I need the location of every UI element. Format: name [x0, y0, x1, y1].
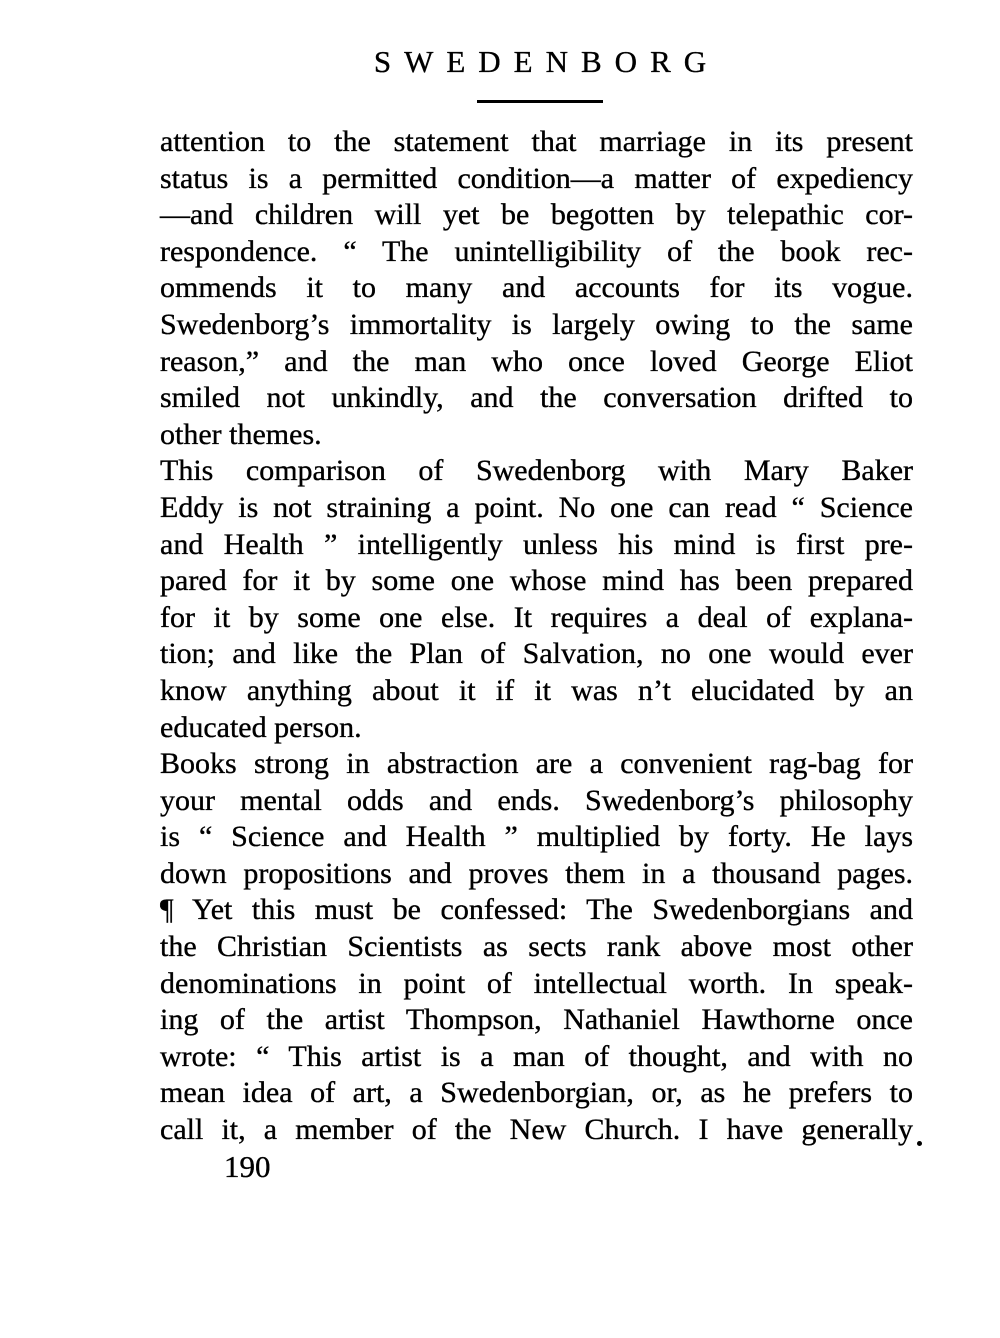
text-line: educated person. — [160, 710, 362, 744]
text-line: know anything about it if it was n’t elucidated by an — [160, 673, 913, 707]
text-line: the Christian Scientists as sects rank above most other — [160, 930, 913, 964]
text-line: call it, a member of the New Church. I have generally — [160, 1113, 913, 1147]
text-line: tion; and like the Plan of Salvation, no one would ever — [160, 637, 913, 671]
title-divider — [477, 100, 603, 103]
text-line: mean idea of art, a Swedenborgian, or, as he prefers to — [160, 1076, 913, 1110]
text-line: —and children will yet be begotten by telepathic cor- — [160, 198, 913, 232]
text-line: smiled not unkindly, and the conversation drifted to — [160, 381, 913, 415]
paragraph — [160, 453, 913, 746]
text-line: ommends it to many and accounts for its vogue. — [160, 271, 913, 305]
text-line: reason,” and the man who once loved George Eliot — [160, 344, 913, 378]
text-line: is “ Science and Health ” multiplied by forty. He lays — [160, 820, 913, 854]
text-line: and Health ” intelligently unless his mind is first pre- — [160, 527, 913, 561]
text-line: for it by some one else. It requires a deal of explana- — [160, 600, 913, 634]
paragraph — [160, 746, 913, 1149]
text-line: attention to the statement that marriage in its present — [160, 125, 913, 158]
text-line: This comparison of Swedenborg with Mary Baker — [160, 454, 913, 488]
page-title: SWEDENBORG — [373, 44, 720, 79]
text-line: Swedenborg’s immortality is largely owing to the same — [160, 307, 913, 341]
text-line: your mental odds and ends. Swedenborg’s philosophy — [160, 783, 913, 817]
text-line: ing of the artist Thompson, Nathaniel Hawthorne once — [160, 1003, 913, 1037]
text-line: Eddy is not straining a point. No one can read “ Science — [160, 490, 913, 524]
text-line: status is a permitted condition—a matter of expediency — [160, 161, 913, 195]
print-artifact-dot — [917, 1141, 922, 1146]
text-line: pared for it by some one whose mind has been prepared — [160, 564, 913, 598]
paragraph — [160, 124, 913, 453]
body-text — [160, 124, 913, 1149]
text-line: wrote: “ This artist is a man of thought, and with no — [160, 1039, 913, 1073]
text-line: other themes. — [160, 417, 322, 451]
text-line: respondence. “ The unintelligibility of the book rec- — [160, 234, 913, 268]
text-line: Books strong in abstraction are a convenient rag-bag for — [160, 747, 913, 781]
text-line: ¶ Yet this must be confessed: The Swedenborgians and — [160, 893, 913, 927]
text-line: down propositions and proves them in a thousand pages. — [160, 856, 913, 890]
text-line: denominations in point of intellectual worth. In speak- — [160, 966, 913, 1000]
page-number: 190 — [224, 1149, 271, 1184]
